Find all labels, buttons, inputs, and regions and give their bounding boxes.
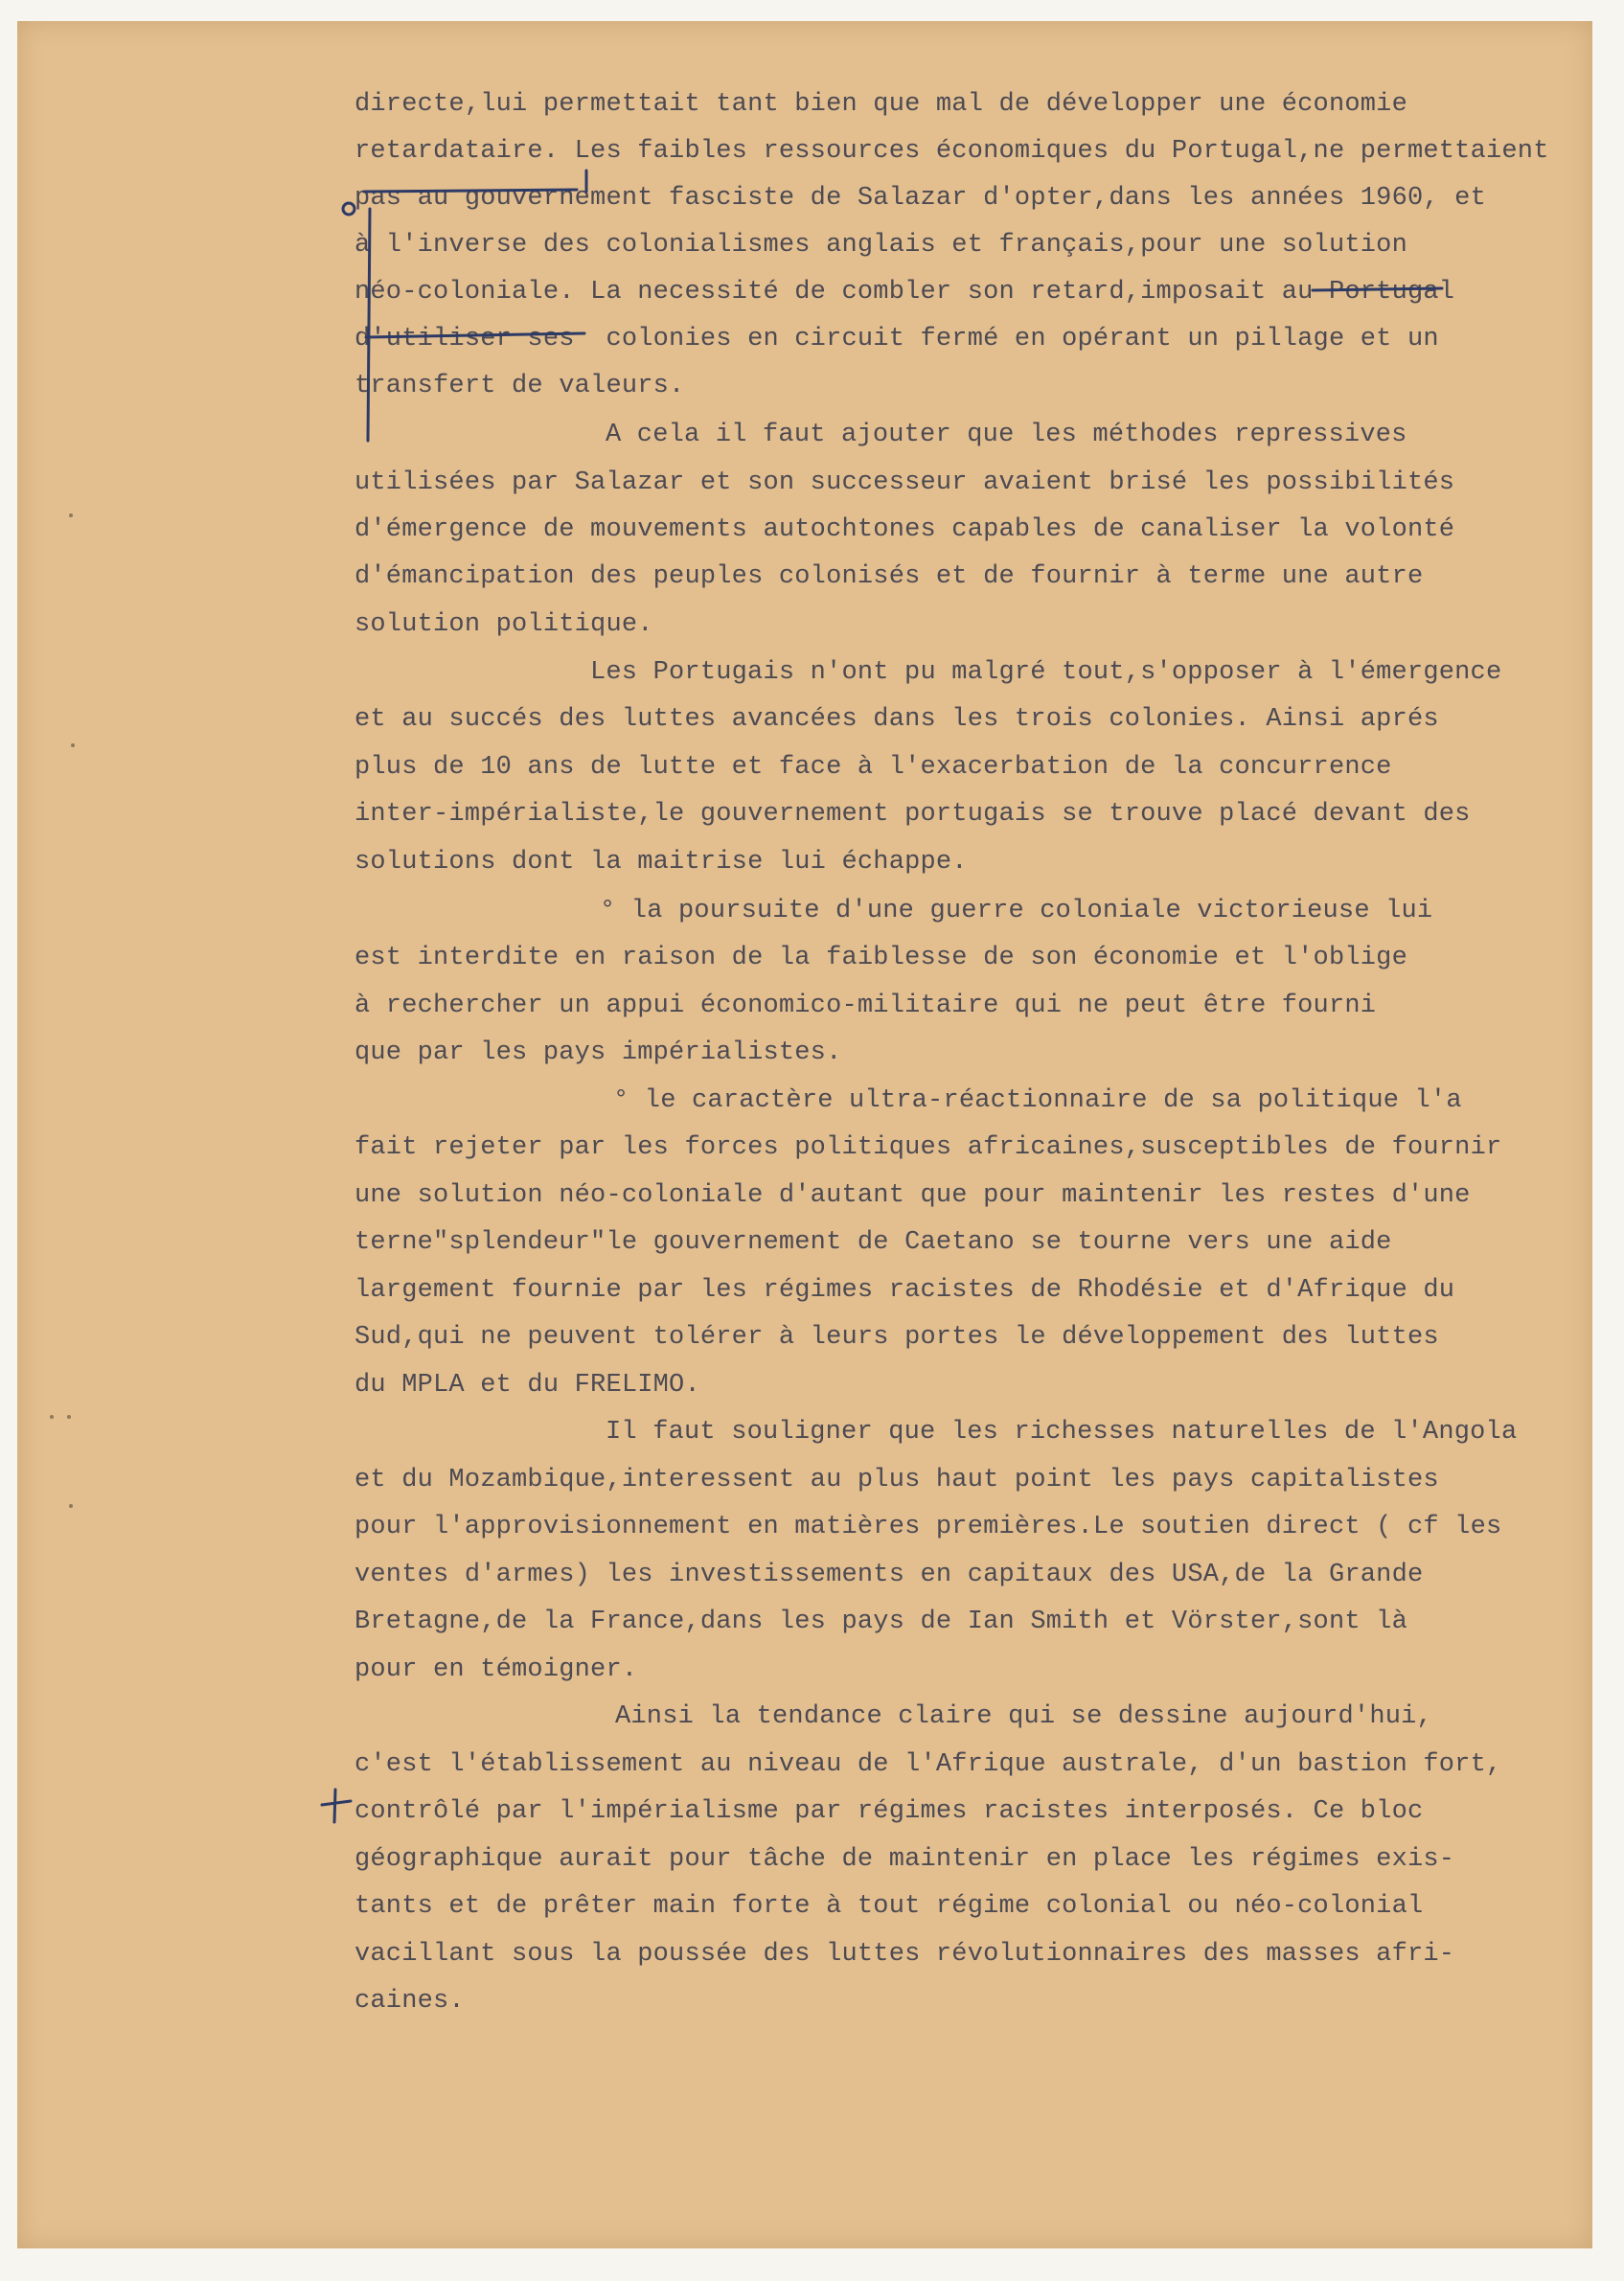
text-line: Ainsi la tendance claire qui se dessine aujourd'hui,	[615, 1702, 1432, 1731]
text-line: plus de 10 ans de lutte et face à l'exacerbation de la concurrence	[355, 753, 1392, 782]
text-line: pour l'approvisionnement en matières premières.Le soutien direct ( cf les	[355, 1513, 1502, 1541]
text-line: d'émancipation des peuples colonisés et de fournir à terme une autre	[355, 562, 1424, 591]
text-line: pour en témoigner.	[355, 1655, 638, 1684]
text-line: directe,lui permettait tant bien que mal de développer une économie	[355, 90, 1407, 119]
text-line: et au succés des luttes avancées dans les trois colonies. Ainsi aprés	[355, 705, 1439, 734]
text-line: c'est l'établissement au niveau de l'Afrique australe, d'un bastion fort,	[355, 1750, 1502, 1779]
text-line: vacillant sous la poussée des luttes révolutionnaires des masses afri-	[355, 1940, 1455, 1969]
text-line: Il faut souligner que les richesses naturelles de l'Angola	[606, 1418, 1518, 1447]
text-line: néo-coloniale. La necessité de combler son retard,imposait au Portugal	[355, 278, 1455, 307]
text-line: ° la poursuite d'une guerre coloniale victorieuse lui	[600, 897, 1433, 925]
text-line: ventes d'armes) les investissements en capitaux des USA,de la Grande	[355, 1561, 1424, 1589]
paper-speck	[69, 1504, 73, 1508]
text-line: que par les pays impérialistes.	[355, 1038, 842, 1067]
text-line: largement fournie par les régimes racistes de Rhodésie et d'Afrique du	[355, 1276, 1455, 1305]
text-line: inter-impérialiste,le gouvernement portugais se trouve placé devant des	[355, 800, 1471, 829]
text-line: terne"splendeur"le gouvernement de Caetano se tourne vers une aide	[355, 1228, 1392, 1257]
paper-speck	[69, 513, 73, 517]
text-line: géographique aurait pour tâche de maintenir en place les régimes exis-	[355, 1845, 1455, 1874]
text-line: Bretagne,de la France,dans les pays de Ian Smith et Vörster,sont là	[355, 1608, 1407, 1636]
text-line: fait rejeter par les forces politiques africaines,susceptibles de fournir	[355, 1133, 1502, 1162]
text-line: solutions dont la maitrise lui échappe.	[355, 848, 968, 877]
text-line: Les Portugais n'ont pu malgré tout,s'opposer à l'émergence	[590, 658, 1502, 687]
text-line: d'utiliser ses colonies en circuit fermé en opérant un pillage et un	[355, 325, 1439, 354]
paper-speck	[71, 743, 75, 747]
text-line: une solution néo-coloniale d'autant que pour maintenir les restes d'une	[355, 1181, 1471, 1210]
text-line: utilisées par Salazar et son successeur avaient brisé les possibilités	[355, 468, 1455, 497]
paper-speck	[67, 1415, 71, 1419]
text-line: à rechercher un appui économico-militaire qui ne peut être fourni	[355, 992, 1377, 1020]
text-line: caines.	[355, 1987, 465, 2016]
text-line: tants et de prêter main forte à tout régime colonial ou néo-colonial	[355, 1892, 1424, 1921]
text-line: pas au gouvernement fasciste de Salazar d'opter,dans les années 1960, et	[355, 184, 1486, 213]
text-line: est interdite en raison de la faiblesse de son économie et l'oblige	[355, 944, 1407, 972]
text-line: retardataire. Les faibles ressources économiques du Portugal,ne permettaient	[355, 137, 1549, 166]
text-line: et du Mozambique,interessent au plus haut point les pays capitalistes	[355, 1466, 1439, 1494]
text-line: transfert de valeurs.	[355, 372, 685, 400]
text-line: solution politique.	[355, 610, 653, 639]
text-line: A cela il faut ajouter que les méthodes repressives	[606, 421, 1407, 449]
text-line: contrôlé par l'impérialisme par régimes racistes interposés. Ce bloc	[355, 1797, 1424, 1826]
text-line: ° le caractère ultra-réactionnaire de sa politique l'a	[613, 1086, 1462, 1115]
paper-speck	[50, 1415, 54, 1419]
text-line: à l'inverse des colonialismes anglais et français,pour une solution	[355, 231, 1407, 260]
text-line: d'émergence de mouvements autochtones capables de canaliser la volonté	[355, 515, 1455, 544]
text-line: du MPLA et du FRELIMO.	[355, 1371, 700, 1400]
text-line: Sud,qui ne peuvent tolérer à leurs portes le développement des luttes	[355, 1323, 1439, 1352]
